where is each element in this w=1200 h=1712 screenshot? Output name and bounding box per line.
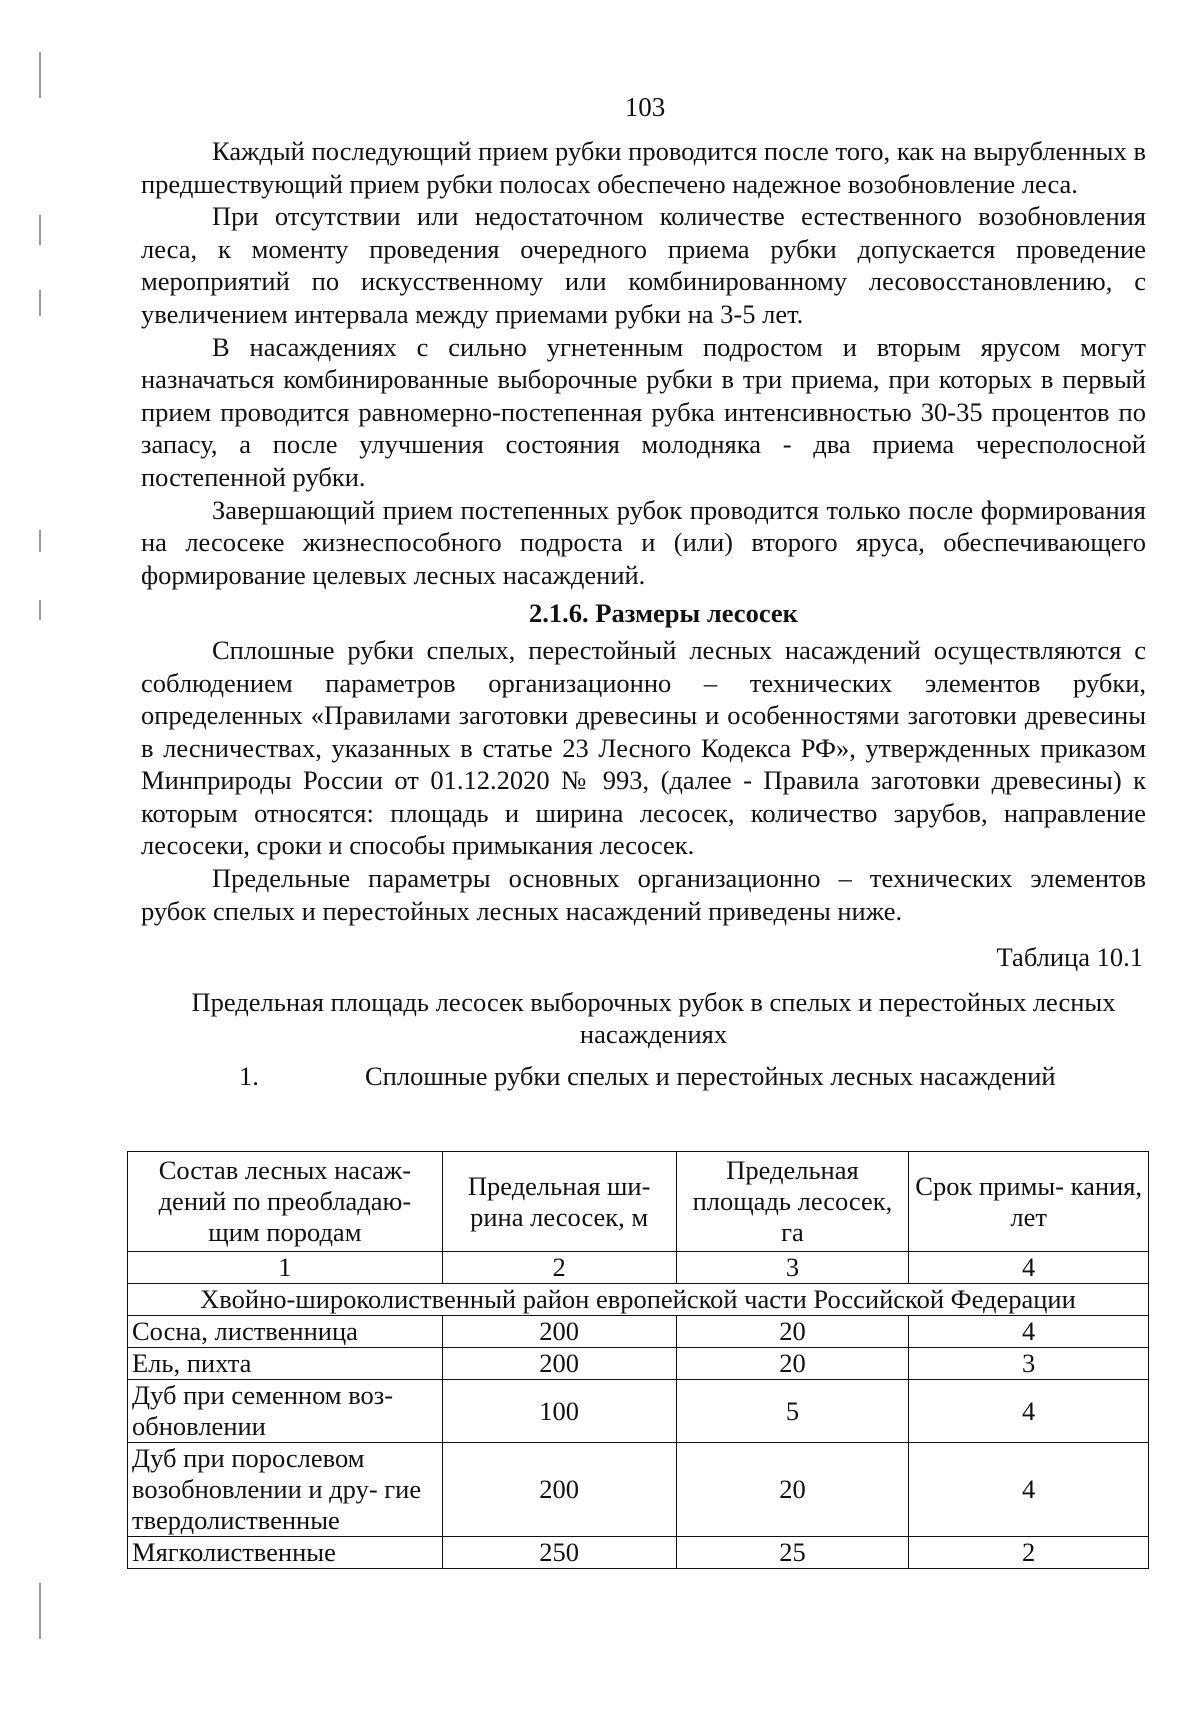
table-number: Таблица 10.1 bbox=[996, 942, 1143, 973]
species-cell: Дуб при семенном воз- обновлении bbox=[128, 1380, 443, 1443]
column-number-cell: 4 bbox=[909, 1252, 1149, 1284]
scan-margin-mark bbox=[39, 1583, 41, 1639]
column-number-cell: 1 bbox=[128, 1252, 443, 1284]
region-cell: Хвойно-широколиственный район европейской части Российской Федерации bbox=[128, 1284, 1149, 1316]
header-cell: Состав лесных насаж- дений по преобладаю- щим породам bbox=[128, 1152, 443, 1252]
region-row bbox=[128, 1284, 1149, 1316]
table-subtitle-text: Сплошные рубки спелых и перестойных лесных насаждений bbox=[365, 1060, 1056, 1091]
limits-table bbox=[127, 1151, 1149, 1569]
term-cell: 4 bbox=[909, 1316, 1149, 1348]
species-cell: Сосна, лиственница bbox=[128, 1316, 443, 1348]
column-number-cell: 2 bbox=[442, 1252, 676, 1284]
width-cell: 250 bbox=[442, 1537, 676, 1569]
width-cell: 100 bbox=[442, 1380, 676, 1443]
table-header-row bbox=[128, 1152, 1149, 1252]
header-cell: Предельная площадь лесосек, га bbox=[676, 1152, 909, 1252]
term-cell: 2 bbox=[909, 1537, 1149, 1569]
scan-margin-mark bbox=[39, 530, 41, 552]
paragraph: При отсутствии или недостаточном количестве естественного возобновления леса, к моменту проведения очередного приема рубки допускается проведение мероприятий по искусственному или комбинированному лесовосстановлению, с увеличением интервала между приемами рубки на 3-5 лет. bbox=[141, 201, 1146, 329]
term-cell: 3 bbox=[909, 1348, 1149, 1380]
area-cell: 20 bbox=[676, 1348, 909, 1380]
area-cell: 5 bbox=[676, 1380, 909, 1443]
species-cell: Ель, пихта bbox=[128, 1348, 443, 1380]
paragraph: Сплошные рубки спелых, перестойный лесных насаждений осуществляются с соблюдением параметров организационно – технических элементов рубки, определенных «Правилами заготовки древесины и особенностями заготовки древесины в лесничествах, указанных в статье 23 Лесного Кодекса РФ», утвержденных приказом Минприроды России от 01.12.2020 № 993, (далее - Правила заготовки древесины) к которым относятся: площадь и ширина лесосек, количество зарубов, направление лесосеки, сроки и способы примыкания лесосек. bbox=[141, 634, 1146, 861]
table-row bbox=[128, 1443, 1149, 1537]
area-cell: 25 bbox=[676, 1537, 909, 1569]
scan-margin-mark bbox=[39, 215, 41, 245]
page-number: 103 bbox=[624, 92, 666, 122]
column-number-cell: 3 bbox=[676, 1252, 909, 1284]
term-cell: 4 bbox=[909, 1380, 1149, 1443]
body-text bbox=[141, 135, 1146, 1092]
species-cell: Мягколиственные bbox=[128, 1537, 443, 1569]
width-cell: 200 bbox=[442, 1348, 676, 1380]
area-cell: 20 bbox=[676, 1443, 909, 1537]
scan-margin-mark bbox=[39, 600, 41, 620]
scan-margin-mark bbox=[39, 290, 41, 316]
term-cell: 4 bbox=[909, 1443, 1149, 1537]
table-subtitle bbox=[141, 1060, 1146, 1093]
paragraph: В насаждениях с сильно угнетенным подростом и вторым ярусом могут назначаться комбинированные выборочные рубки в три приема, при которых в первый прием проводится равномерно-постепенная рубка интенсивностью 30-35 процентов по запасу, а после улучшения состояния молодняка - два приема чересполосной постепенной рубки. bbox=[141, 331, 1146, 492]
table-row bbox=[128, 1380, 1149, 1443]
table-row bbox=[128, 1316, 1149, 1348]
table-row bbox=[128, 1348, 1149, 1380]
table-row bbox=[128, 1537, 1149, 1569]
header-cell: Срок примы- кания, лет bbox=[909, 1152, 1149, 1252]
column-number-row bbox=[128, 1252, 1149, 1284]
area-cell: 20 bbox=[676, 1316, 909, 1348]
species-cell: Дуб при порослевом возобновлении и дру- гие твердолиственные bbox=[128, 1443, 443, 1537]
paragraph: Завершающий прием постепенных рубок проводится только после формирования на лесосеке жизнеспособного подроста и (или) второго яруса, обеспечивающего формирование целевых лесных насаждений. bbox=[141, 494, 1146, 590]
table-subtitle-number: 1. bbox=[239, 1060, 259, 1091]
width-cell: 200 bbox=[442, 1316, 676, 1348]
section-heading: 2.1.6. Размеры лесосек bbox=[529, 598, 798, 629]
width-cell: 200 bbox=[442, 1443, 676, 1537]
paragraph: Каждый последующий прием рубки проводится после того, как на вырубленных в предшествующий прием рубки полосах обеспечено надежное возобновление леса. bbox=[141, 136, 1146, 199]
header-cell: Предельная ши- рина лесосек, м bbox=[442, 1152, 676, 1252]
paragraph: Предельные параметры основных организационно – технических элементов рубок спелых и перестойных лесных насаждений приведены ниже. bbox=[141, 863, 1146, 926]
table-title: Предельная площадь лесосек выборочных рубок в спелых и перестойных лесных насаждениях bbox=[191, 986, 1116, 1049]
